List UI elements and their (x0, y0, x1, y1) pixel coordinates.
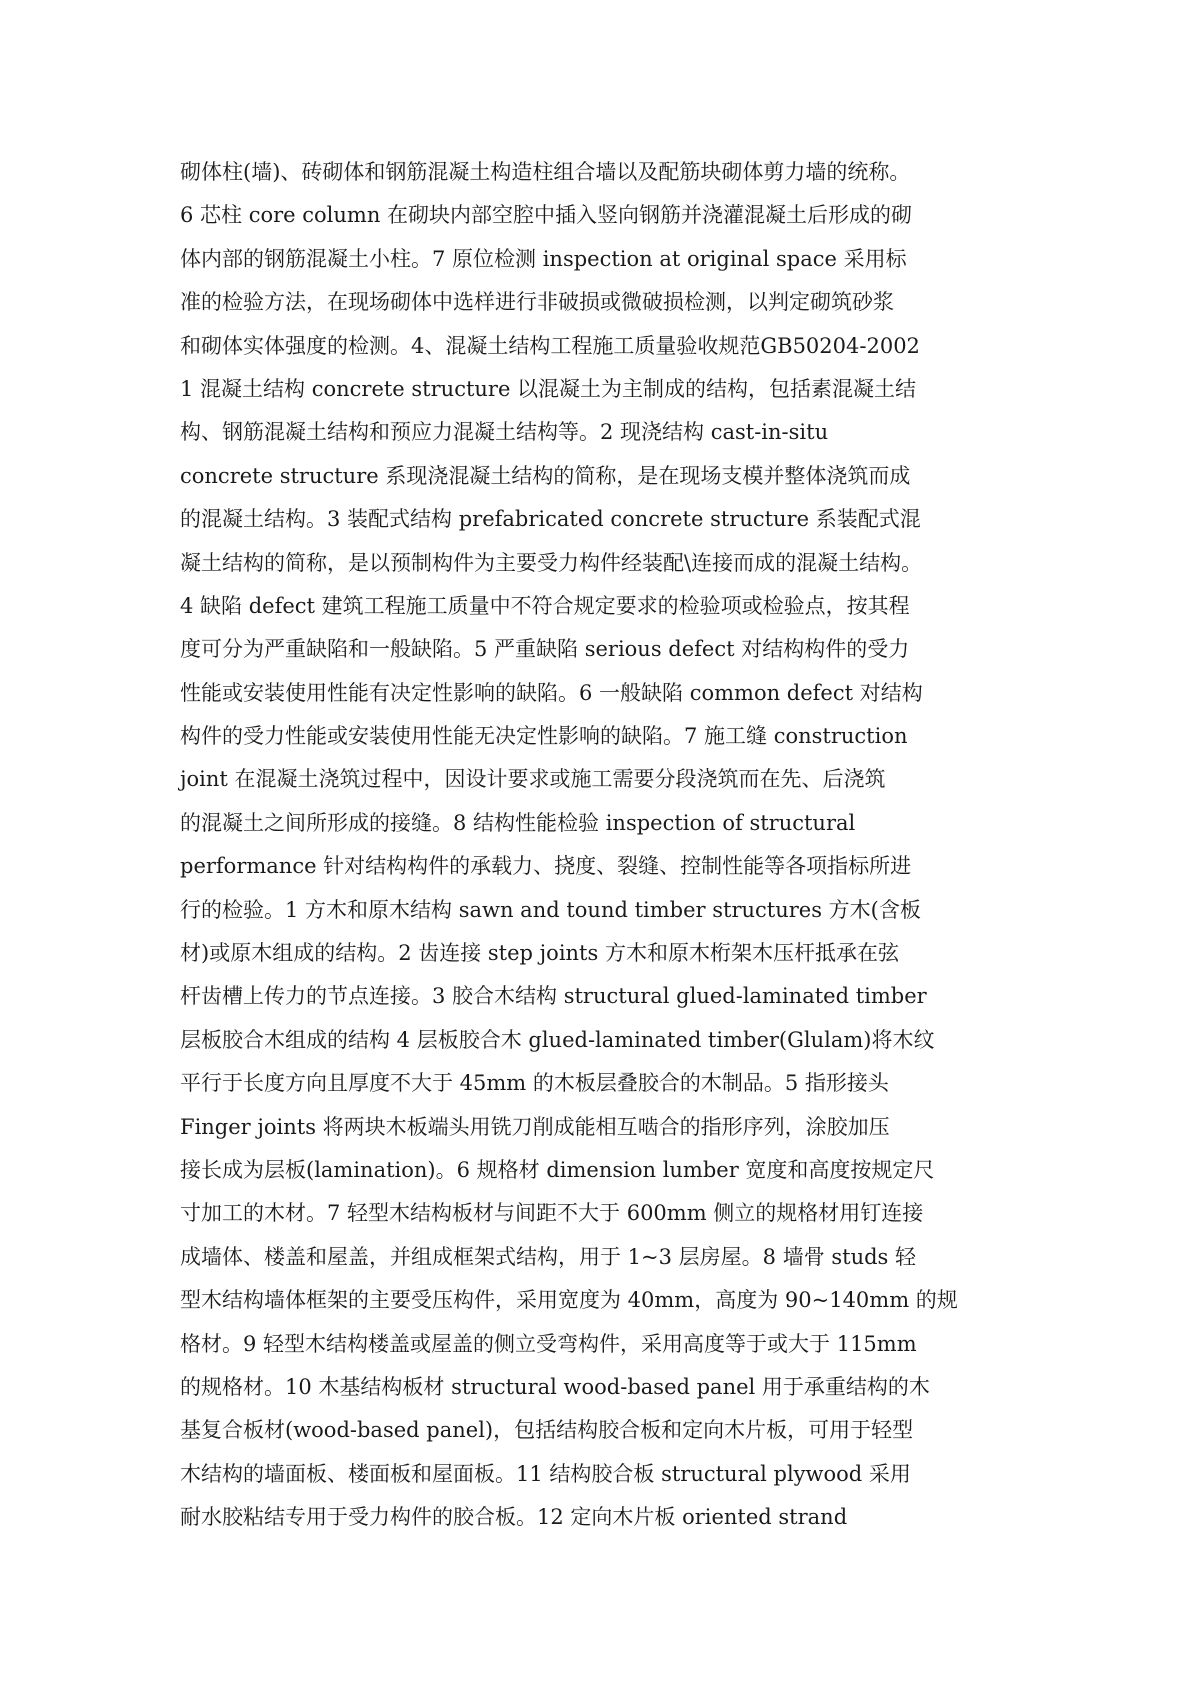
text-line: 性能或安装使用性能有决定性影响的缺陷。6 一般缺陷 common defect 对结构 (180, 680, 923, 705)
text-line: 6 芯柱 core column 在砌块内部空腔中插入竖向钢筋并浇灌混凝土后形成的砌 (180, 203, 913, 228)
text-line: 行的检验。1 方木和原木结构 sawn and tound timber structures 方木(含板 (180, 897, 921, 922)
text-line: 耐水胶粘结专用于受力构件的胶合板。12 定向木片板 oriented strand (180, 1505, 848, 1530)
text-line: 和砌体实体强度的检测。4、混凝土结构工程施工质量验收规范GB50204-2002 (180, 333, 920, 358)
text-line: 层板胶合木组成的结构 4 层板胶合木 glued-laminated timber(Glulam)将木纹 (180, 1027, 935, 1052)
text-line: 寸加工的木材。7 轻型木结构板材与间距不大于 600mm 侧立的规格材用钉连接 (180, 1201, 924, 1226)
text-line: 构件的受力性能或安装使用性能无决定性影响的缺陷。7 施工缝 construction (180, 724, 908, 749)
text-line: 接长成为层板(lamination)。6 规格材 dimension lumber 宽度和高度按规定尺 (180, 1157, 935, 1182)
text-line: 成墙体、楼盖和屋盖，并组成框架式结构，用于 1~3 层房屋。8 墙骨 studs 轻 (180, 1244, 917, 1269)
text-line: 4 缺陷 defect 建筑工程施工质量中不符合规定要求的检验项或检验点，按其程 (180, 593, 910, 618)
text-line: 材)或原木组成的结构。2 齿连接 step joints 方木和原木桁架木压杆抵承在弦 (180, 941, 899, 966)
text-line: 木结构的墙面板、楼面板和屋面板。11 结构胶合板 structural plywood 采用 (180, 1461, 911, 1486)
text-line: 砌体柱(墙)、砖砌体和钢筋混凝土构造柱组合墙以及配筋块砌体剪力墙的统称。 (180, 160, 911, 184)
text-line: Finger joints 将两块木板端头用铣刀削成能相互啮合的指形序列，涂胶加压 (180, 1114, 890, 1139)
text-line: 型木结构墙体框架的主要受压构件，采用宽度为 40mm，高度为 90~140mm 的规 (180, 1288, 958, 1313)
text-line: 的混凝土之间所形成的接缝。8 结构性能检验 inspection of structural (180, 810, 856, 835)
text-line: 基复合板材(wood-based panel)，包括结构胶合板和定向木片板，可用于轻型 (180, 1418, 914, 1443)
body-text (180, 151, 1040, 1540)
text-line: performance 针对结构构件的承载力、挠度、裂缝、控制性能等各项指标所进 (180, 854, 912, 879)
text-line: 平行于长度方向且厚度不大于 45mm 的木板层叠胶合的木制品。5 指形接头 (180, 1071, 889, 1096)
text-line: 的混凝土结构。3 装配式结构 prefabricated concrete structure 系装配式混 (180, 507, 921, 532)
text-line: 格材。9 轻型木结构楼盖或屋盖的侧立受弯构件，采用高度等于或大于 115mm (180, 1331, 917, 1356)
text-line: 准的检验方法，在现场砌体中选样进行非破损或微破损检测，以判定砌筑砂浆 (180, 290, 894, 315)
text-line: 凝土结构的简称，是以预制构件为主要受力构件经装配\连接而成的混凝土结构。 (180, 550, 923, 575)
text-line: joint 在混凝土浇筑过程中，因设计要求或施工需要分段浇筑而在先、后浇筑 (180, 767, 886, 792)
text-line: 体内部的钢筋混凝土小柱。7 原位检测 inspection at original space 采用标 (180, 246, 907, 271)
text-line: 的规格材。10 木基结构板材 structural wood-based panel 用于承重结构的木 (180, 1374, 930, 1399)
text-line: 构、钢筋混凝土结构和预应力混凝土结构等。2 现浇结构 cast-in-situ (180, 420, 829, 445)
text-line: 杆齿槽上传力的节点连接。3 胶合木结构 structural glued-laminated timber (180, 984, 927, 1009)
text-line: 度可分为严重缺陷和一般缺陷。5 严重缺陷 serious defect 对结构构件的受力 (180, 637, 910, 662)
text-line: 1 混凝土结构 concrete structure 以混凝土为主制成的结构，包括素混凝土结 (180, 376, 917, 401)
text-line: concrete structure 系现浇混凝土结构的简称，是在现场支模并整体浇筑而成 (180, 463, 911, 488)
